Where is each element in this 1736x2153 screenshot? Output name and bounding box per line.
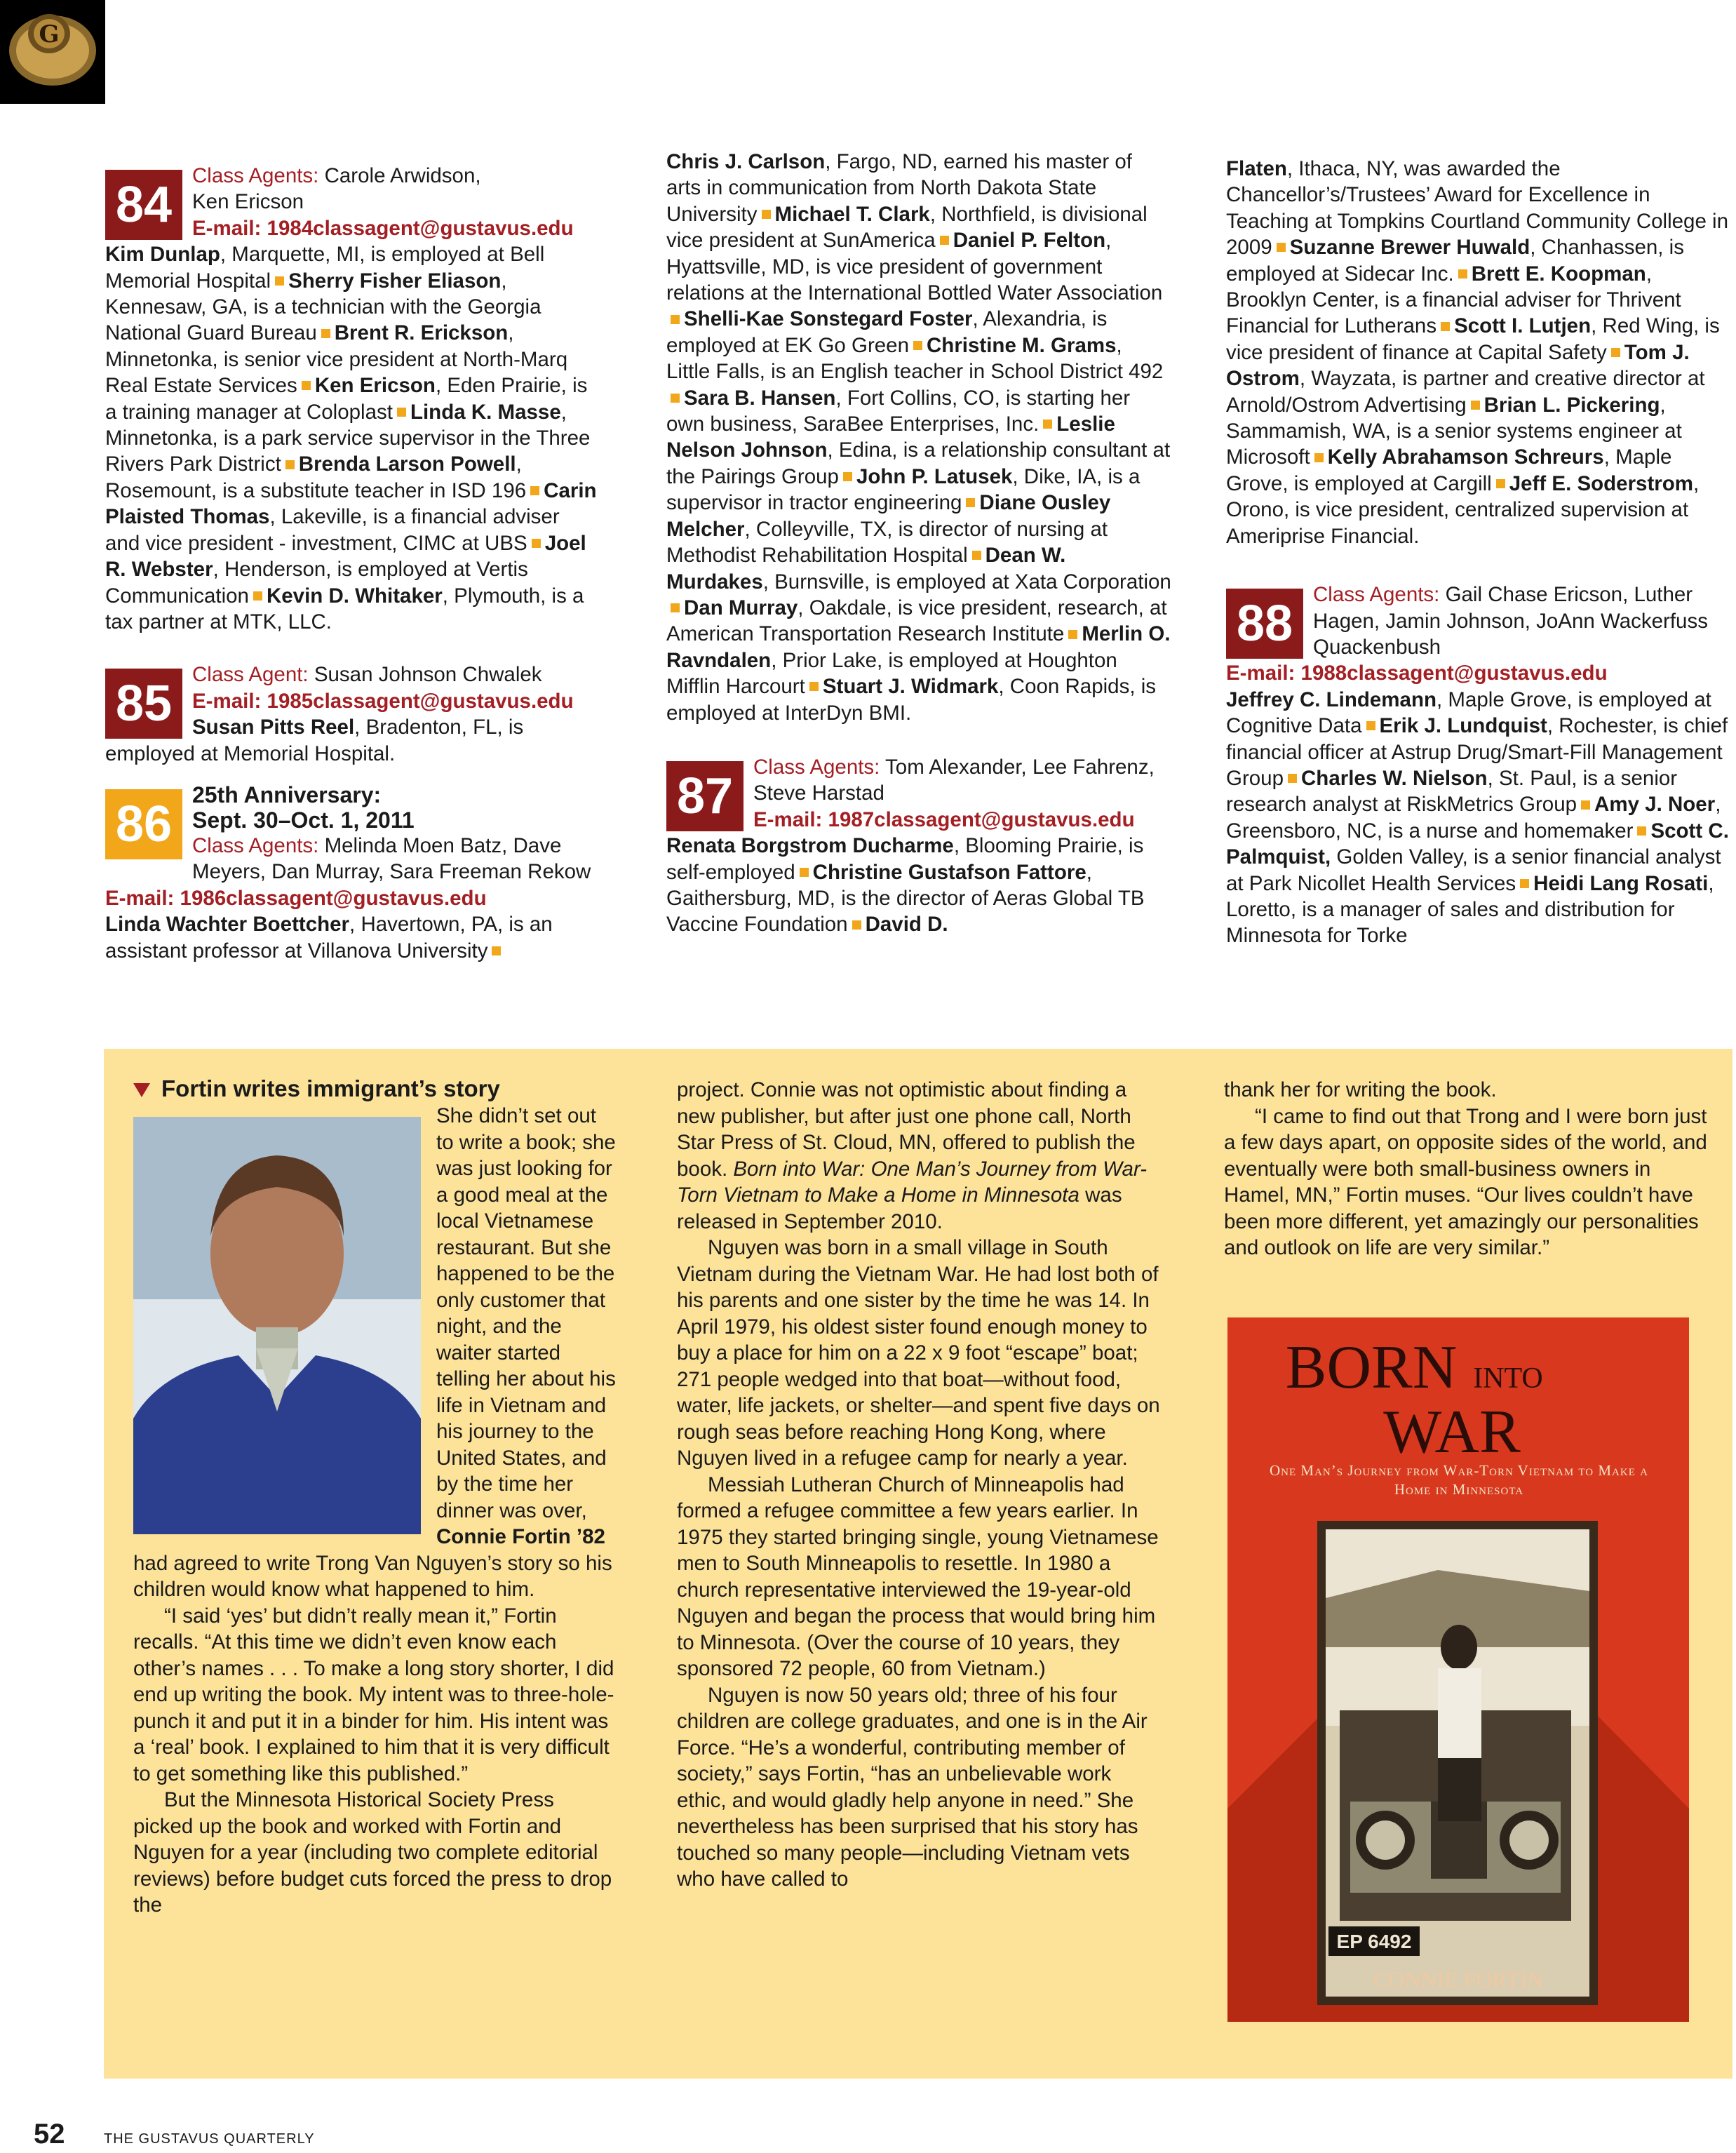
separator-icon bbox=[275, 276, 284, 286]
page-number: 52 bbox=[34, 2119, 65, 2149]
class-year-badge: 86 bbox=[105, 789, 182, 859]
separator-icon bbox=[1496, 479, 1505, 488]
class-notes-column-3 bbox=[1226, 156, 1732, 949]
ring-icon bbox=[0, 0, 105, 104]
separator-icon bbox=[762, 210, 771, 219]
book-title: Born into War: One Man’s Journey from War-Torn Vietnam to Make a Home in Minnesota bbox=[677, 1157, 1148, 1207]
separator-icon bbox=[940, 236, 949, 245]
class-email-link[interactable]: E-mail: 1987classagent@gustavus.edu bbox=[753, 807, 1135, 831]
class-email-link[interactable]: E-mail: 1986classagent@gustavus.edu bbox=[105, 886, 487, 910]
book-cover-art: BORN INTO WAR One Man’s Journey from War-Torn Vietnam to Make a Home in Minnesota EP 6492 CONNIE FORTIN bbox=[1227, 1317, 1689, 2022]
separator-icon bbox=[1637, 826, 1646, 836]
separator-icon bbox=[852, 920, 861, 930]
feature-paragraph: Nguyen is now 50 years old; three of his four children are college graduates, and one is in the Air Force. “He’s a wonderful, contributing member of society,” says Fortin, “has an unbelievable work ethic, and would gladly help anyone in need.” She nevertheless has been surprised that his story has touched so many people—including Vietnam vets who have called to bbox=[677, 1683, 1148, 1891]
separator-icon bbox=[1611, 348, 1620, 357]
separator-icon bbox=[972, 551, 981, 560]
class-note: Susan Pitts Reel, Bradenton, FL, is employed at Memorial Hospital. bbox=[105, 716, 524, 765]
class-84-header: 84 Class Agents: Carole Arwidson, Ken Ericson E-mail: 1984classagent@gustavus.edu bbox=[105, 163, 600, 241]
class-88-header: 88 Class Agents: Gail Chase Ericson, Luther Hagen, Jamin Johnson, JoAnn Wackerfuss Quackenbush E-mail: 1988classagent@gustavus.edu bbox=[1226, 582, 1732, 687]
separator-icon bbox=[397, 408, 406, 417]
class-year-badge: 87 bbox=[666, 761, 743, 831]
separator-icon bbox=[671, 315, 680, 324]
feature-paragraph: But the Minnesota Historical Society Press picked up the book and worked with Fortin and Nguyen for a year (including two complete editorial reviews) before budget cuts forced the press to drop the bbox=[133, 1788, 612, 1917]
separator-icon bbox=[671, 603, 680, 612]
feature-paragraph: Messiah Lutheran Church of Minneapolis had formed a refugee committee a few years earlier. In 1975 they started bringing single, young Vietnamese men to South Minneapolis to resettle. In 1980 a church representative interviewed the 19-year-old Nguyen and began the process that would bring him to Minnesota. (Over the course of 10 years, they sponsored 72 people, 60 from Vietnam.) bbox=[677, 1473, 1159, 1680]
class-note: Jeffrey C. Lindemann, Maple Grove, is employed at Cognitive Data Erik J. Lundquist, Rochester, is chief financial officer at Astrup Drug/Smart-Fill Management Group Charles W. Nielson, St. Paul, is a senior research analyst at RiskMetrics Group Amy J. Noer, Greensboro, NC, is a nurse and homemaker Scott C. Palmquist, Golden Valley, is a senior financial analyst at Park Nicollet Health Services Heidi Lang Rosati, Loretto, is a manager of sales and distribution for Minnesota for Torke bbox=[1226, 688, 1729, 948]
class-ring-logo bbox=[0, 0, 105, 104]
class-85-header: 85 Class Agent: Susan Johnson Chwalek E-mail: 1985classagent@gustavus.edu Susan Pitts Reel, Bradenton, FL, is employed at Memorial Hospital. bbox=[105, 662, 600, 767]
class-86-header: 86 25th Anniversary: Sept. 30–Oct. 1, 2011 Class Agents: Melinda Moen Batz, Dave Meyers, Dan Murray, Sara Freeman Rekow E-mail: 1986classagent@gustavus.edu Linda Wachter Boettcher, Havertown, PA, is an assistant professor at Villanova University bbox=[105, 782, 600, 964]
class-note: Flaten, Ithaca, NY, was awarded the Chancellor’s/Trustees’ Award for Excellence in Teaching at Tompkins Courtland Community College in 2009 Suzanne Brewer Huwald, Chanhassen, is employed at Sidecar Inc. Brett E. Koopman, Brooklyn Center, is a financial adviser for Thrivent Financial for Lutherans Scott I. Lutjen, Red Wing, is vice president of finance at Capital Safety Tom J. Ostrom, Wayzata, is partner and creative director at Arnold/Ostrom Advertising Brian L. Pickering, Sammamish, WA, is a senior systems engineer at Microsoft Kelly Abrahamson Schreurs, Maple Grove, is employed at Cargill Jeff E. Soderstrom, Orono, is vice president, centralized supervision at Ameriprise Financial. bbox=[1226, 157, 1729, 548]
separator-icon bbox=[285, 460, 295, 469]
class-note: Chris J. Carlson, Fargo, ND, earned his master of arts in communication from North Dakota State University Michael T. Clark, Northfield, is divisional vice president at SunAmerica Daniel P. Felton, Hyattsville, MD, is vice president of government relations at the International Bottled Water AssociationShelli-Kae Sonstegard Foster, Alexandria, is employed at EK Go Green Christine M. Grams, Little Falls, is an English teacher in School District 492Sara B. Hansen, Fort Collins, CO, is starting her own business, SaraBee Enterprises, Inc. Leslie Nelson Johnson, Edina, is a relationship consultant at the Pairings Group John P. Latusek, Dike, IA, is a supervisor in tractor engineering Diane Ousley Melcher, Colleyville, TX, is director of nursing at Methodist Rehabilitation Hospital Dean W. Murdakes, Burnsville, is employed at Xata CorporationDan Murray, Oakdale, is vice president, research, at American Transportation Research Institute Merlin O. Ravndalen, Prior Lake, is employed at Houghton Mifflin Harcourt Stuart J. Widmark, Coon Rapids, is employed at InterDyn BMI. bbox=[666, 150, 1171, 725]
class-year-badge: 85 bbox=[105, 669, 182, 739]
class-note: Renata Borgstrom Ducharme, Blooming Prairie, is self-employed Christine Gustafson Fattore, Gaithersburg, MD, is the director of Aeras Global TB Vaccine Foundation David D. bbox=[666, 834, 1145, 937]
feature-paragraph: “I said ‘yes’ but didn’t really mean it,” Fortin recalls. “At this time we didn’t even know each other’s names . . . To make a long story shorter, I did end up writing the book. My intent was to three-hole-punch it and put it in a binder for him. His intent was a ‘real’ book. I explained to him that it is very difficult to get something like this published.” bbox=[133, 1604, 614, 1785]
class-note: Kim Dunlap, Marquette, MI, is employed at Bell Memorial Hospital Sherry Fisher Eliason, Kennesaw, GA, is a technician with the Georgia National Guard Bureau Brent R. Erickson, Minnetonka, is senior vice president at North-Marq Real Estate Services Ken Ericson, Eden Prairie, is a training manager at Coloplast Linda K. Masse, Minnetonka, is a park service supervisor in the Three Rivers Park District Brenda Larson Powell, Rosemount, is a substitute teacher in ISD 196 Carin Plaisted Thomas, Lakeville, is a financial adviser and vice president - investment, CIMC at UBS Joel R. Webster, Henderson, is employed at Vertis Communication Kevin D. Whitaker, Plymouth, is a tax partner at MTK, LLC. bbox=[105, 243, 597, 633]
svg-text:WAR: WAR bbox=[1383, 1398, 1521, 1466]
triangle-down-icon bbox=[133, 1083, 150, 1097]
feature-paragraph: “I came to find out that Trong and I were born just a few days apart, on opposite sides of the world, and eventually were both small-business owners in Hamel, MN,” Fortin muses. “Our lives couldn’t have been more different, yet amazingly our personalities and outlook on life are very similar.” bbox=[1224, 1104, 1707, 1259]
separator-icon bbox=[1520, 879, 1529, 888]
book-cover bbox=[1227, 1317, 1689, 2022]
feature-paragraph: Nguyen was born in a small village in South Vietnam during the Vietnam War. He had lost both of his parents and one sister by the time he was 14. In April 1979, his oldest sister found enough money to buy a place for him on a 22 x 9 foot “escape” boat; 271 people wedged into that boat—without food, water, life jackets, or shelter—and spent five days on rough seas before reaching Hong Kong, where Nguyen lived in a refugee camp for nearly a year. bbox=[677, 1236, 1160, 1470]
feature-column-1 bbox=[133, 1075, 617, 1919]
svg-text:CONNIE FORTIN: CONNIE FORTIN bbox=[1373, 1967, 1544, 1992]
separator-icon bbox=[321, 329, 330, 338]
separator-icon bbox=[1043, 420, 1052, 429]
separator-icon bbox=[800, 868, 809, 877]
svg-text:EP 6492: EP 6492 bbox=[1336, 1931, 1412, 1952]
publication-title: THE GUSTAVUS QUARTERLY bbox=[104, 2131, 315, 2147]
separator-icon bbox=[1068, 630, 1077, 639]
feature-paragraph: project. Connie was not optimistic about finding a new publisher, but after just one phone call, North Star Press of St. Cloud, MN, offered to publish the book. Born into War: One Man’s Journey from War-Torn Vietnam to Make a Home in Minnesota was released in September 2010. bbox=[677, 1078, 1148, 1233]
class-email-link[interactable]: E-mail: 1984classagent@gustavus.edu bbox=[192, 216, 574, 240]
separator-icon bbox=[809, 682, 819, 691]
class-email-link[interactable]: E-mail: 1988classagent@gustavus.edu bbox=[1226, 662, 1608, 685]
class-87-header: 87 Class Agents: Tom Alexander, Lee Fahrenz, Steve Harstad E-mail: 1987classagent@gustavus.edu bbox=[666, 754, 1171, 833]
portrait-illustration bbox=[133, 1117, 421, 1534]
svg-text:G: G bbox=[39, 20, 60, 48]
separator-icon bbox=[1458, 269, 1467, 279]
anniversary-title: 25th Anniversary: bbox=[192, 782, 382, 807]
separator-icon bbox=[1366, 721, 1375, 730]
separator-icon bbox=[966, 498, 975, 507]
class-notes-column-2 bbox=[666, 149, 1171, 938]
class-year-badge: 88 bbox=[1226, 589, 1303, 659]
separator-icon bbox=[913, 341, 922, 350]
connie-fortin-photo bbox=[133, 1117, 421, 1534]
feature-column-2 bbox=[677, 1077, 1161, 1893]
separator-icon bbox=[1288, 774, 1297, 783]
anniversary-dates: Sept. 30–Oct. 1, 2011 bbox=[192, 807, 415, 833]
separator-icon bbox=[1277, 243, 1286, 252]
separator-icon bbox=[1314, 453, 1324, 462]
feature-paragraph: thank her for writing the book. bbox=[1224, 1078, 1497, 1101]
separator-icon bbox=[671, 394, 680, 403]
separator-icon bbox=[1441, 322, 1450, 331]
separator-icon bbox=[253, 591, 262, 601]
separator-icon bbox=[492, 946, 501, 955]
svg-text:INTO: INTO bbox=[1473, 1362, 1543, 1395]
feature-column-3 bbox=[1224, 1077, 1708, 1261]
separator-icon bbox=[302, 381, 311, 390]
class-notes-column-1 bbox=[105, 163, 600, 964]
separator-icon bbox=[1581, 800, 1590, 810]
class-note: Linda Wachter Boettcher, Havertown, PA, is an assistant professor at Villanova University bbox=[105, 913, 553, 963]
separator-icon bbox=[843, 472, 852, 481]
separator-icon bbox=[530, 486, 539, 495]
class-email-link[interactable]: E-mail: 1985classagent@gustavus.edu bbox=[192, 689, 574, 713]
class-year-badge: 84 bbox=[105, 170, 182, 240]
svg-text:BORN: BORN bbox=[1285, 1334, 1458, 1402]
feature-headline: Fortin writes immigrant’s story bbox=[133, 1075, 617, 1103]
separator-icon bbox=[532, 539, 541, 548]
separator-icon bbox=[1471, 401, 1480, 410]
feature-paragraph: She didn’t set out to write a book; she was just looking for a good meal at the local Vietnamese restaurant. But she happened to be the only customer that night, and the waiter started telling her about his life in Vietnam and his journey to the United States, and by the time her dinner was over, Connie Fortin ’82 had agreed to write Trong Van Nguyen’s story so his children would know what happened to him. bbox=[133, 1104, 616, 1601]
